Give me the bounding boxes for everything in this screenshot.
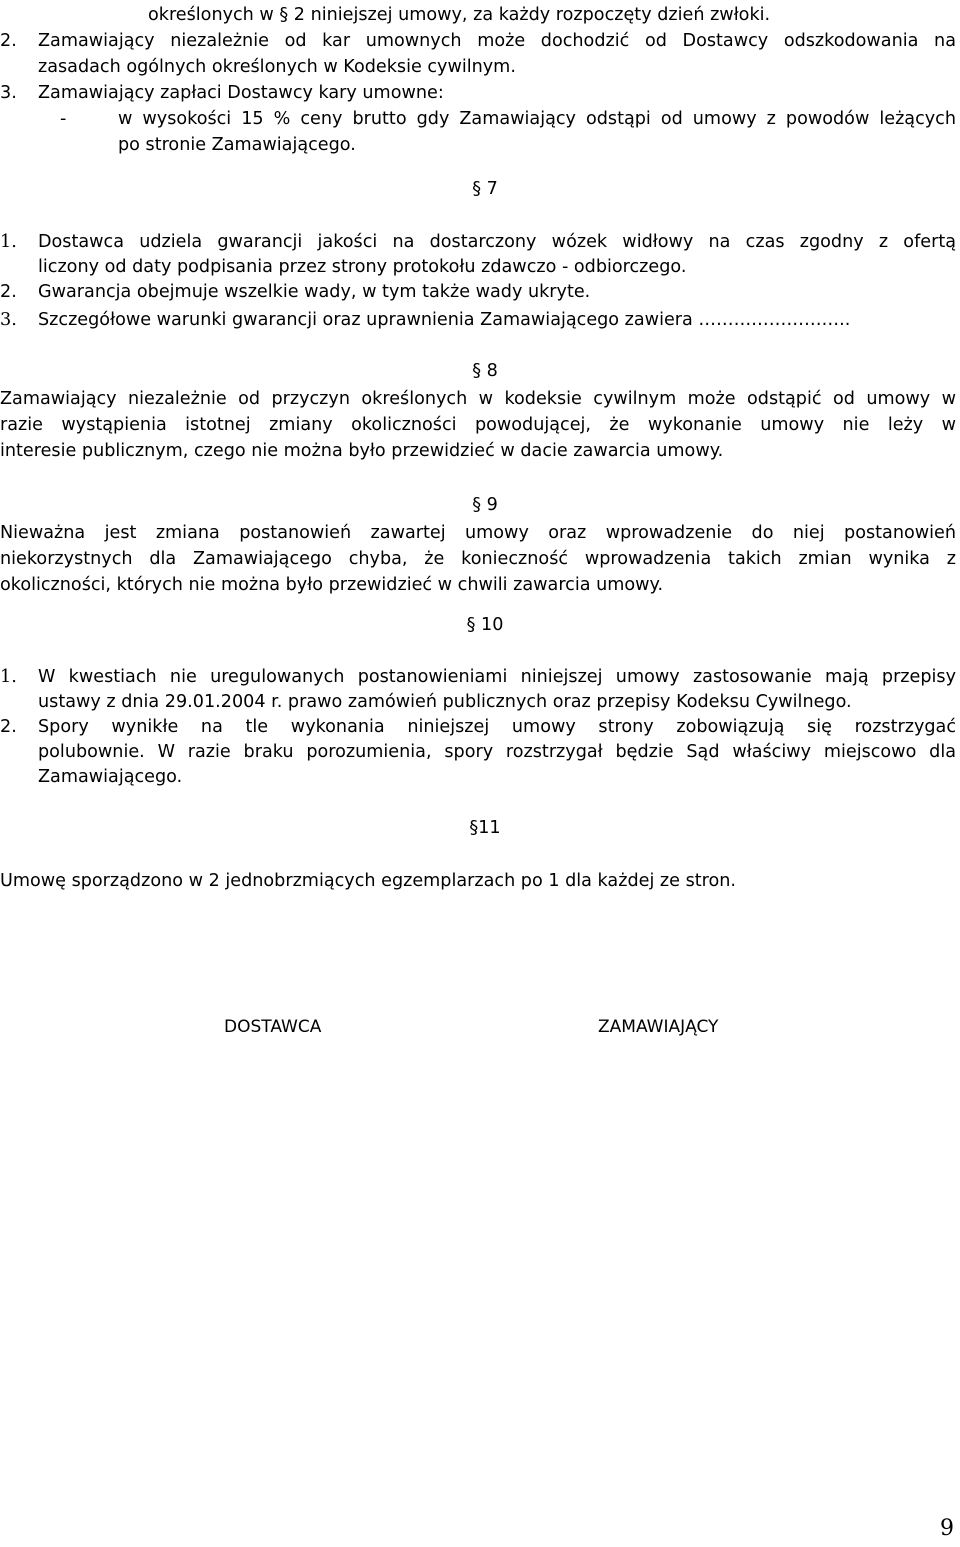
signature-label-client: ZAMAWIAJĄCY — [598, 1017, 719, 1037]
item-text: Zamawiającego. — [38, 767, 183, 787]
section-heading-10: § 10 — [466, 615, 504, 635]
bullet-text: po stronie Zamawiającego. — [118, 135, 356, 155]
item-text: ustawy z dnia 29.01.2004 r. prawo zamówień publicznych oraz przepisy Kodeksu Cywilnego. — [38, 692, 852, 712]
bullet-text: w wysokości 15 % ceny brutto gdy Zamawiający odstąpi od umowy z powodów leżących — [118, 109, 956, 129]
page-number: 9 — [940, 1516, 954, 1541]
item-text: liczony od daty podpisania przez strony protokołu zdawczo - odbiorczego. — [38, 257, 687, 277]
paragraph-text: Umowę sporządzono w 2 jednobrzmiących egzemplarzach po 1 dla każdej ze stron. — [0, 871, 736, 891]
item-number: 2. — [0, 717, 17, 737]
item-text: Gwarancja obejmuje wszelkie wady, w tym także wady ukryte. — [38, 282, 591, 302]
section-heading-7: § 7 — [472, 179, 498, 199]
section-heading-8: § 8 — [472, 361, 498, 381]
item-text: Szczegółowe warunki gwarancji oraz uprawnienia Zamawiającego zawiera …………………….. — [38, 310, 851, 330]
item-text: Spory wynikłe na tle wykonania niniejszej umowy strony zobowiązują się rozstrzygać — [38, 717, 956, 737]
section-heading-9: § 9 — [472, 495, 498, 515]
item-number: 1. — [0, 667, 17, 687]
section-heading-11: §11 — [469, 818, 501, 838]
paragraph-text: interesie publicznym, czego nie można było przewidzieć w dacie zawarcia umowy. — [0, 441, 724, 461]
item-text: W kwestiach nie uregulowanych postanowieniami niniejszej umowy zastosowanie mają przepisy — [38, 667, 956, 687]
item-text: Zamawiający niezależnie od kar umownych może dochodzić od Dostawcy odszkodowania na — [38, 31, 956, 51]
item-number: 3. — [0, 83, 17, 103]
signature-label-supplier: DOSTAWCA — [224, 1017, 322, 1037]
item-number: 3. — [0, 310, 17, 330]
paragraph-text: Zamawiający niezależnie od przyczyn określonych w kodeksie cywilnym może odstąpić od umowy w — [0, 389, 956, 409]
item-text: Dostawca udziela gwarancji jakości na dostarczony wózek widłowy na czas zgodny z ofertą — [38, 232, 956, 252]
item-number: 2. — [0, 31, 17, 51]
item-text: zasadach ogólnych określonych w Kodeksie cywilnym. — [38, 57, 516, 77]
paragraph-text: niekorzystnych dla Zamawiającego chyba, że konieczność wprowadzenia takich zmian wynika z — [0, 549, 956, 569]
item-number: 2. — [0, 282, 17, 302]
paragraph-text: razie wystąpienia istotnej zmiany okoliczności powodującej, że wykonanie umowy nie leży w — [0, 415, 956, 435]
item-text: Zamawiający zapłaci Dostawcy kary umowne: — [38, 83, 444, 103]
paragraph-continuation: określonych w § 2 niniejszej umowy, za każdy rozpoczęty dzień zwłoki. — [148, 5, 771, 25]
item-text: polubownie. W razie braku porozumienia, spory rozstrzygał będzie Sąd właściwy miejscowo dla — [38, 742, 956, 762]
item-number: 1. — [0, 232, 17, 252]
bullet-dash: - — [60, 109, 67, 129]
paragraph-text: okoliczności, których nie można było przewidzieć w chwili zawarcia umowy. — [0, 575, 664, 595]
paragraph-text: Nieważna jest zmiana postanowień zawartej umowy oraz wprowadzenie do niej postanowień — [0, 523, 956, 543]
